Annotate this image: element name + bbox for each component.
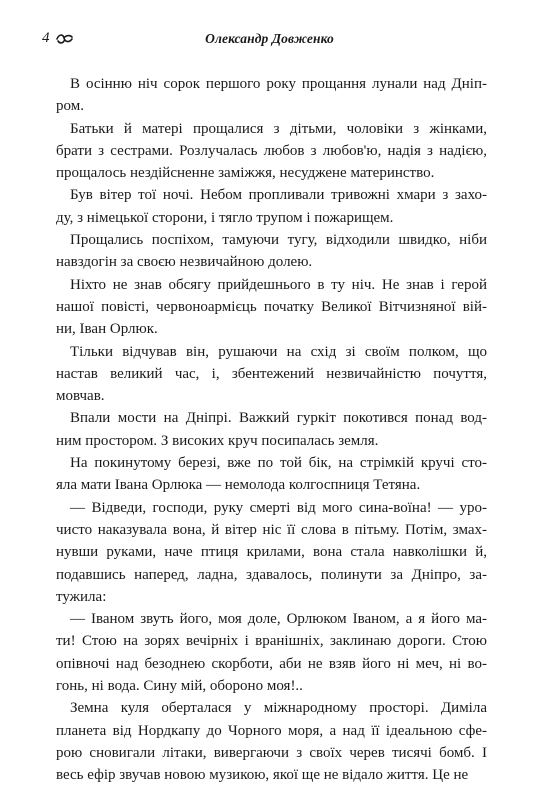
paragraph: [56, 697, 487, 786]
text-line: рою сновигали літаки, вивергаючи з своїх черев тисячі бомб. І: [56, 744, 487, 761]
text-line: подавшись наперед, ладна, здавалось, полинути за Дніпро, за-: [56, 566, 487, 583]
text-line: навздогін за своєю незвичайною долею.: [56, 254, 313, 271]
text-line: Ніхто не знав обсягу прийдешнього в ту ніч. Не знав і герой: [70, 276, 487, 293]
text-line: весь ефір звучав новою музикою, якої ще не відало життя. Це не: [56, 767, 469, 784]
running-title: Олександр Довженко: [205, 31, 334, 46]
text-line: Прощались поспіхом, тамуючи тугу, відходили швидко, ніби: [70, 232, 487, 249]
paragraph: [56, 341, 487, 408]
text-line: прощалось нездійсненне заміжжя, несуджене материнство.: [56, 165, 435, 182]
text-line: тужила:: [56, 588, 107, 605]
text-line: ром.: [56, 98, 84, 115]
paragraph: [56, 274, 487, 341]
text-line: ду, з німецької сторони, і тягло трупом і пожарищем.: [56, 209, 394, 226]
text-line: яла мати Івана Орлюка — немолода колгоспниця Тетяна.: [56, 477, 421, 494]
text-line: ним простором. З високих круч посипалась земля.: [56, 432, 379, 449]
text-line: нашої повісті, червоноармієць початку Великої Вітчизняної вій-: [56, 298, 487, 315]
text-line: — Іваном звуть його, моя доле, Орлюком Іваном, а я його ма-: [70, 611, 487, 628]
text-line: настав великий час, і, збентежений незвичайністю почуття,: [56, 365, 487, 382]
text-line: Земна куля оберталася у міжнародному просторі. Диміла: [70, 700, 487, 717]
text-line: гонь, ні вода. Сину мій, обороно моя!..: [56, 678, 303, 695]
paragraph: [56, 118, 487, 185]
text-line: нувши руками, наче птиця крилами, вона стала навколішки й,: [56, 544, 487, 561]
text-line: чисто наказувала вона, й вітер ніс її слова в пітьму. Потім, змах-: [56, 521, 487, 538]
text-line: Батьки й матері прощалися з дітьми, чоловіки з жінками,: [70, 120, 487, 137]
text-line: Був вітер тої ночі. Небом пропливали тривожні хмари з захо-: [70, 187, 487, 204]
paragraph: [56, 229, 487, 274]
text-line: ни, Іван Орлюк.: [56, 321, 158, 338]
text-line: — Відведи, господи, руку смерті від мого сина-воїна! — уро-: [70, 499, 487, 516]
text-line: В осінню ніч сорок першого року прощання лунали над Дніп-: [70, 76, 487, 92]
text-line: ти! Стою на зорях вечірніх і вранішніх, заклинаю дороги. Стою: [56, 633, 487, 650]
paragraph: [56, 73, 487, 118]
paragraph: [56, 497, 487, 608]
text-line: опівночі над безоднею скорботи, аби не взяв його ні меч, ні во-: [56, 655, 487, 672]
text-line: Тільки відчував він, рушаючи на схід зі своїм полком, що: [70, 343, 487, 360]
text-line: брати з сестрами. Розлучалась любов з любов'ю, надія з надією,: [56, 142, 487, 159]
page-header: [42, 30, 497, 52]
paragraph: [56, 407, 487, 452]
body-text: [56, 73, 487, 787]
text-line: Впали мости на Дніпрі. Важкий гуркіт покотився понад вод-: [70, 410, 487, 427]
paragraph: [56, 184, 487, 229]
paragraph: [56, 452, 487, 497]
text-line: планета від Нордкапу до Чорного моря, а над її ідеальною сфе-: [56, 722, 487, 739]
text-line: мовчав.: [56, 388, 105, 405]
paragraph: [56, 608, 487, 697]
page-number: 4: [42, 30, 50, 46]
text-line: На покинутому березі, вже по той бік, на стрімкій кручі сто-: [70, 455, 487, 472]
